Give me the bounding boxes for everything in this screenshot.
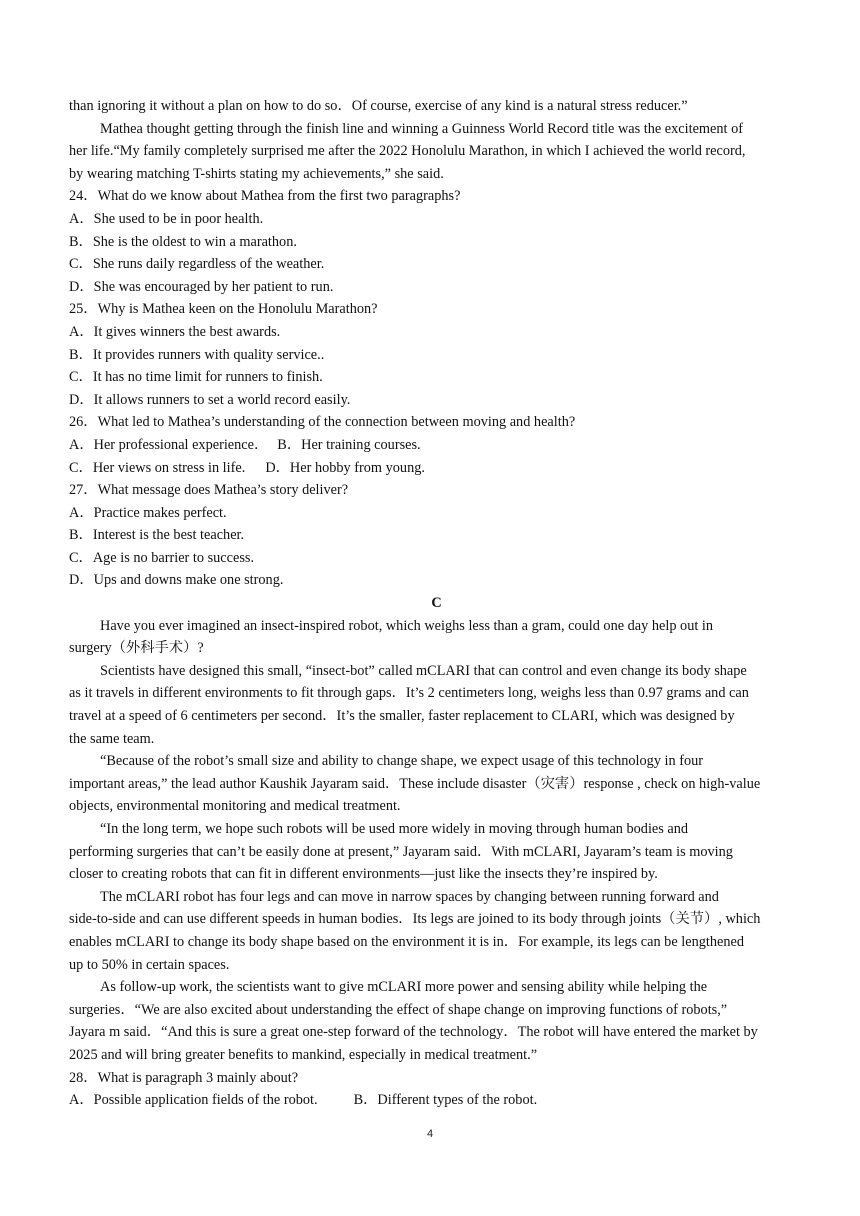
- passage-c-p2-line: the same team.: [69, 730, 155, 747]
- q25-option-c: C．It has no time limit for runners to finish.: [69, 369, 323, 386]
- q28-options-row: [69, 1089, 804, 1112]
- question-27: 27．What message does Mathea’s story deliver?: [69, 482, 349, 499]
- question-28: 28．What is paragraph 3 mainly about?: [69, 1069, 299, 1086]
- q25-option-d: D．It allows runners to set a world record easily.: [69, 391, 351, 408]
- passage-c-p4-line: closer to creating robots that can fit in different environments—just like the insects they’re inspired by.: [69, 866, 658, 883]
- passage-c-p5-line: side-to-side and can use different speeds in human bodies．Its legs are joined to its body through joints（关节）, which: [69, 911, 761, 928]
- q26-options-row-1: [69, 434, 804, 457]
- q28-option-b: B．Different types of the robot.: [353, 1092, 538, 1109]
- passage-c-p4-line: performing surgeries that can’t be easily done at present,” Jayaram said．With mCLARI, Jayaram’s team is moving: [69, 843, 733, 860]
- q26-option-b: B．Her training courses.: [277, 436, 421, 453]
- mathea-paragraph-line: her life.“My family completely surprised me after the 2022 Honolulu Marathon, in which I achieved the world record,: [69, 143, 746, 160]
- q24-option-d: D．She was encouraged by her patient to run.: [69, 278, 334, 295]
- q26-options-row-2: [69, 457, 804, 480]
- question-26: 26．What led to Mathea’s understanding of the connection between moving and health?: [69, 414, 576, 431]
- page-number: 4: [426, 1128, 434, 1140]
- q27-option-c: C．Age is no barrier to success.: [69, 549, 255, 566]
- question-24: 24．What do we know about Mathea from the first two paragraphs?: [69, 188, 461, 205]
- q26-option-a: A．Her professional experience．: [69, 436, 269, 453]
- passage-c-p2-line: as it travels in different environments to fit through gaps．It’s 2 centimeters long, weighs less than 0.97 grams and can: [69, 685, 749, 702]
- passage-c-p5-line: enables mCLARI to change its body shape based on the environment it is in．For example, its legs can be lengthened: [69, 933, 744, 950]
- passage-c-p6-line: Jayara m said．“And this is sure a great one-step forward of the technology．The robot will have entered the market by: [69, 1024, 758, 1041]
- passage-c-p2-line: travel at a speed of 6 centimeters per second．It’s the smaller, faster replacement to CLARI, which was designed by: [69, 708, 735, 725]
- passage-c-p5-line: The mCLARI robot has four legs and can move in narrow spaces by changing between running forward and: [100, 888, 719, 905]
- q24-option-b: B．She is the oldest to win a marathon.: [69, 233, 297, 250]
- q24-option-a: A．She used to be in poor health.: [69, 210, 264, 227]
- passage-c-p3-line: objects, environmental monitoring and medical treatment.: [69, 798, 401, 815]
- q27-option-b: B．Interest is the best teacher.: [69, 527, 245, 544]
- passage-c-p6-line: surgeries．“We are also excited about understanding the effect of shape change on improving functions of robots,”: [69, 1001, 728, 1018]
- question-25: 25．Why is Mathea keen on the Honolulu Marathon?: [69, 301, 378, 318]
- q26-option-d: D．Her hobby from young.: [265, 459, 425, 476]
- passage-c-p3-line: important areas,” the lead author Kaushik Jayaram said．These include disaster（灾害）response , check on high-value: [69, 775, 761, 792]
- q27-option-d: D．Ups and downs make one strong.: [69, 572, 284, 589]
- passage-c-p3-line: “Because of the robot’s small size and ability to change shape, we expect usage of this technology in four: [100, 753, 704, 770]
- q25-option-b: B．It provides runners with quality service..: [69, 346, 325, 363]
- section-c-title: C: [431, 595, 442, 612]
- q27-option-a: A．Practice makes perfect.: [69, 504, 227, 521]
- paragraph-tail-line: than ignoring it without a plan on how to do so．Of course, exercise of any kind is a natural stress reducer.”: [69, 98, 688, 114]
- passage-c-p1-line: surgery（外科手术）?: [69, 640, 204, 657]
- passage-c-p1-line: Have you ever imagined an insect-inspired robot, which weighs less than a gram, could one day help out in: [100, 617, 714, 634]
- q28-option-a: A．Possible application fields of the robot.: [69, 1092, 318, 1109]
- passage-c-p6-line: As follow-up work, the scientists want to give mCLARI more power and sensing ability while helping the: [100, 979, 708, 996]
- passage-c-p6-line: 2025 and will bring greater benefits to mankind, especially in medical treatment.”: [69, 1046, 538, 1063]
- q26-option-c: C．Her views on stress in life.: [69, 459, 246, 476]
- passage-c-p4-line: “In the long term, we hope such robots will be used more widely in moving through human bodies and: [100, 821, 689, 837]
- page-content: [69, 95, 804, 1112]
- q25-option-a: A．It gives winners the best awards.: [69, 323, 281, 340]
- passage-c-p5-line: up to 50% in certain spaces.: [69, 956, 230, 973]
- passage-c-p2-line: Scientists have designed this small, “insect-bot” called mCLARI that can control and even change its body shape: [100, 662, 747, 679]
- q24-option-c: C．She runs daily regardless of the weather.: [69, 256, 325, 273]
- mathea-paragraph-line: Mathea thought getting through the finish line and winning a Guinness World Record title was the excitement of: [100, 120, 744, 137]
- mathea-paragraph-line: by wearing matching T-shirts stating my achievements,” she said.: [69, 165, 444, 182]
